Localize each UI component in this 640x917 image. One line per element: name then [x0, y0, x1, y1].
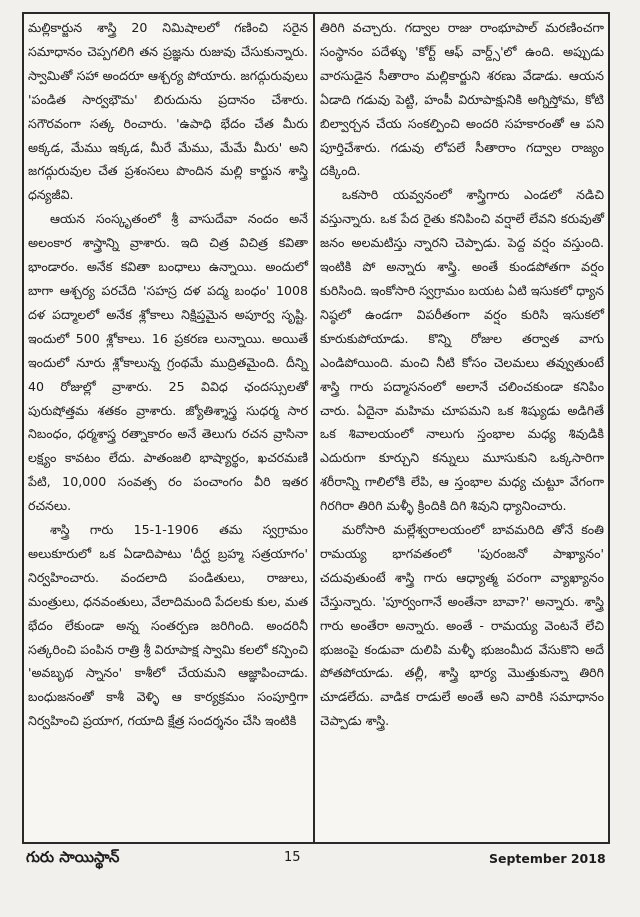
paragraph: ఒకసారి యవ్వనంలో శాస్త్రిగారు ఎండలో నడిచి వస్తున్నారు. ఒక పేద రైతు కనిపించి వర్షాలే లేవని కరువుతో జనం అలమటిస్తు న్నారని చెప్పాడు. పెద్ద వర్షం వస్తుంది. ఇంటికి పో అన్నారు శాస్త్రి. అంతే కుండపోతగా వర్షం కురిసింది. ఇంకోసారి స్వగ్రామం బయట ఏటి ఇసుకలో ధ్యాన నిష్ఠలో ఉండగా విపరీతంగా వర్షం కురిసి ఇసుకలో కూరుకుపోయాడు. కొన్ని రోజుల తర్వాత వాగు ఎండిపోయింది. మంచి నీటి కోసం చెలమలు తవ్వుతుంటే శాస్త్రి గారు పద్మాసనంలో అలానే చలించకుండా కనిపిం చారు. ఏదైనా మహిమ చూపమని ఒక శిష్యుడు అడిగితే ఒక శివాలయంలో నాలుగు స్తంభాల మధ్య శివుడికి ఎదురుగా కూర్చుని కన్నులు మూసుకుని ఒక్కసారిగా శరీరాన్ని గాలిలోకి లేపి, ఆ స్తంభాల మధ్య చుట్టూ వేగంగా గిరగిరా తిరిగి మళ్ళీ క్రిందికి దిగి శివుని ధ్యానించారు.: [320, 187, 604, 514]
right-column: [320, 16, 604, 733]
page-number: 15: [284, 850, 301, 865]
paragraph: తిరిగి వచ్చారు. గద్వాల రాజు రాంభూపాల్ మరణించగా సంస్థానం పదేళ్ళు 'కోర్ట్ ఆఫ్ వార్డ్స్'లో ఉంది. అప్పుడు వారసుడైన సీతారాం మల్లికార్జుని శరణు వేడాడు. ఆయన ఏడాది గడువు పెట్టి, హంపీ విరూపాక్షునికి అగ్నిస్తోమ, కోటి బిల్వార్చన చేయ సంకల్పించి అందరి సహకారంతో ఆ పని పూర్తిచేశారు. గడువు లోపలే సీతారాం గద్వాల రాజ్యం దక్కింది.: [320, 20, 604, 179]
paragraph: మల్లికార్జున శాస్త్రి 20 నిమిషాలలో గణించి సరైన సమాధానం చెప్పగలిగి తన ప్రజ్ఞను రుజువు చేసుకున్నారు. స్వామితో సహా అందరూ ఆశ్చర్య పోయారు. జగద్గురువులు 'పండిత సార్వభౌమ' బిరుదును ప్రదానం చేశారు. సగౌరవంగా సత్క రించారు. 'ఉపాధి భేదం చేత మీరు అక్కడ, మేము ఇక్కడ, మీరే మేము, మేమే మీరు' అని జగద్గురువుల చేత ప్రశంసలు పొందిన మల్లి కార్జున శాస్త్రి ధన్యజీవి.: [28, 20, 308, 203]
magazine-name: గురు సాయిస్థాన్: [26, 848, 120, 866]
paragraph: ఆయన సంస్కృతంలో శ్రీ వాసుదేవా నందం అనే అలంకార శాస్త్రాన్ని వ్రాశారు. ఇది చిత్ర విచిత్ర కవితా భాండారం. అనేక కవితా బంధాలు ఉన్నాయి. అందులో బాగా ఆశ్చర్య పరచేది 'సహస్ర దళ పద్మ బంధం' 1008 దళ పద్మాలలో అనేక శ్లోకాలు నిక్షిప్తమైన అపూర్వ సృష్టి. ఇందులో 500 శ్లోకాలు. 16 ప్రకరణ లున్నాయి. అయితే ఇందులో నూరు శ్లోకాలున్న గ్రంథమే ముద్రితమైంది. దీన్ని 40 రోజుల్లో వ్రాశారు. 25 వివిధ ఛందస్సులతో పురుషోత్తమ శతకం వ్రాశారు. జ్యోతిశ్శాస్త్ర సుధర్మ సార నిబంధం, ధర్మశాస్త్ర రత్నాకారం అనే తెలుగు రచన వ్రాసినా లక్ష్యం కావటం లేదు. పాతంజలి భాష్యార్థం, ఖచరమణి పేటి, 10,000 సంవత్స రం పంచాంగం వీరి ఇతర రచనలు.: [28, 211, 308, 514]
issue-date: September 2018: [489, 851, 606, 866]
paragraph: శాస్త్రి గారు 15-1-1906 తమ స్వగ్రామం అలుకూరులో ఒక ఏడాదిపాటు 'దీర్ఘ బ్రహ్మ సత్రయాగం' నిర్వహించారు. వందలాది పండితులు, రాజులు, మంత్రులు, ధనవంతులు, వేలాదిమంది పేదలకు కుల, మత భేదం లేకుండా అన్న సంతర్పణ జరిగింది. అందరినీ సత్కరించి పంపిన రాత్రి శ్రీ విరూపాక్ష స్వామి కలలో కన్పించి 'అవబృథ స్నానం' కాశీలో చేయమని ఆజ్ఞాపించాడు. బంధుజనంతో కాశీ వెళ్ళి ఆ కార్యక్రమం సంపూర్తిగా నిర్వహించి ప్రయాగ, గయాది క్షేత్ర సందర్శనం చేసి ఇంటికి: [28, 522, 309, 729]
paragraph: మరోసారి మల్లేశ్వరాలయంలో బావమరిది తోనే కంతి రామయ్య భాగవతంలో 'పురంజనో పాఖ్యానం' చదువుతుంటే శాస్త్రి గారు ఆధ్యాత్మ పరంగా వ్యాఖ్యానం చేస్తున్నారు. 'పూర్వంగానే అంతేనా బావా?' అన్నారు. శాస్త్రి గారు అంతేరా అన్నారు. అంతే - రామయ్య వెంటనే లేచి భుజంపై కండువా దులిపి మళ్ళీ భుజంమీద వేసుకొని అదే పోతపోయాడు. తల్లీ, శాస్త్రి భార్య మొత్తుకున్నా తిరిగి చూడలేదు. వాడిక రాడులే అంతే అని వారికి సమాధానం చెప్పాడు శాస్త్రి.: [320, 522, 604, 729]
column-divider: [313, 12, 315, 844]
left-column: [28, 16, 308, 733]
